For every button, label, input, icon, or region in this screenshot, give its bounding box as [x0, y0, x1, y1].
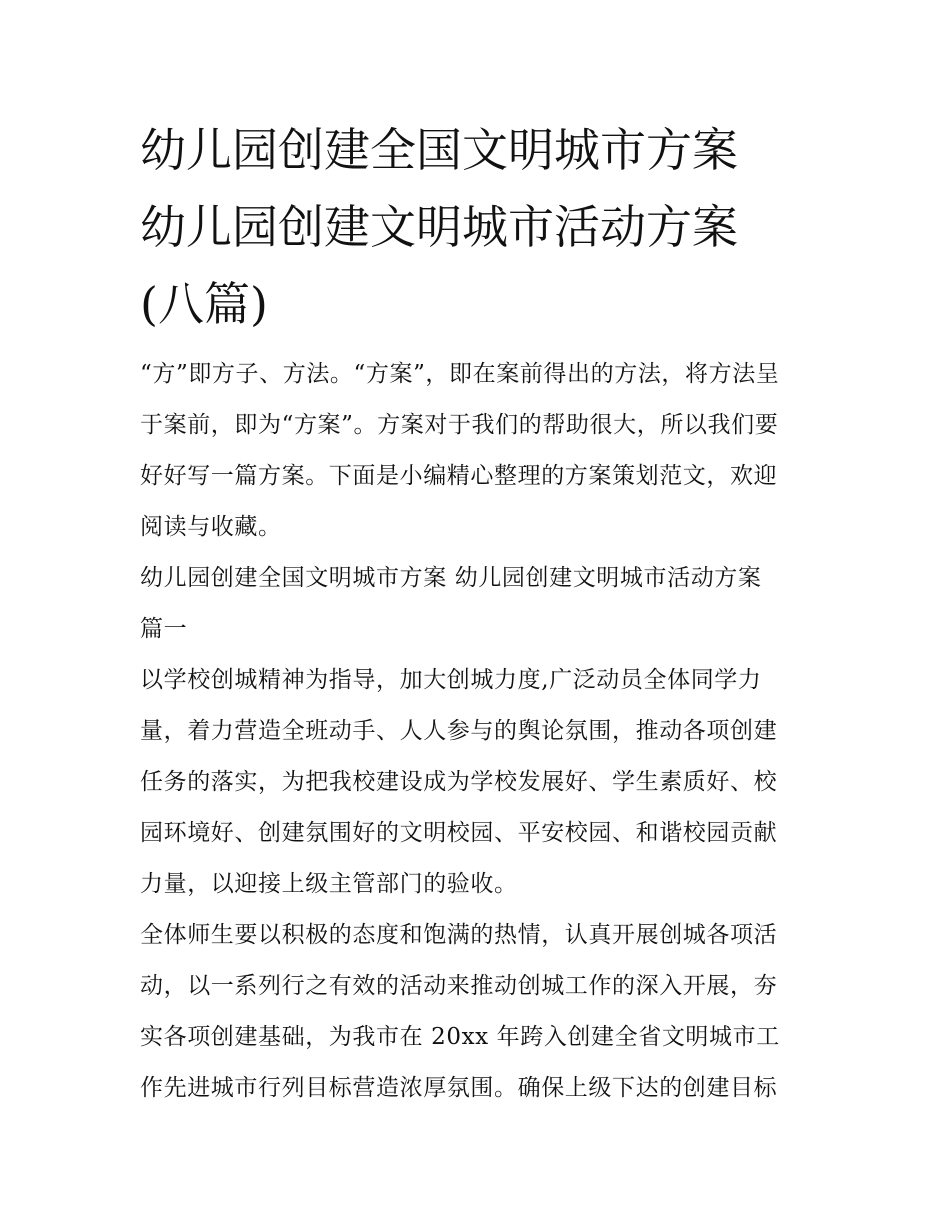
- text-line: 动，以一系列行之有效的活动来推动创城工作的深入开展，夯: [140, 973, 778, 999]
- text-line: 阅读与收藏。: [140, 514, 282, 540]
- text-line: 园环境好、创建氛围好的文明校园、平安校园、和谐校园贡献: [140, 820, 778, 846]
- text-line: 力量，以迎接上级主管部门的验收。: [140, 871, 518, 897]
- text-line: 以学校创城精神为指导，加大创城力度,广泛动员全体同学力: [140, 667, 762, 693]
- intro-paragraph: [140, 349, 820, 553]
- text-line: 任务的落实，为把我校建设成为学校发展好、学生素质好、校: [140, 769, 778, 795]
- text-line: 好好写一篇方案。下面是小编精心整理的方案策划范文，欢迎: [140, 463, 778, 489]
- text-line: 量，着力营造全班动手、人人参与的舆论氛围，推动各项创建: [140, 718, 778, 744]
- text-line: 幼儿园创建全国文明城市方案 幼儿园创建文明城市活动方案: [140, 565, 762, 591]
- title-line: 幼儿园创建文明城市活动方案: [140, 200, 738, 254]
- document-title: [140, 112, 820, 343]
- text-line: 于案前，即为“方案”。方案对于我们的帮助很大，所以我们要: [140, 412, 779, 438]
- text-line: 实各项创建基础，为我市在 20xx 年跨入创建全省文明城市工: [140, 1024, 780, 1050]
- text-line: 篇一: [140, 616, 188, 642]
- title-line: (八篇): [140, 277, 268, 331]
- text-line: “方”即方子、方法。“方案”，即在案前得出的方法，将方法呈: [140, 361, 780, 387]
- text-line: 全体师生要以积极的态度和饱满的热情，认真开展创城各项活: [140, 922, 778, 948]
- document-page: [140, 112, 820, 1114]
- text-line: 作先进城市行列目标营造浓厚氛围。确保上级下达的创建目标: [140, 1075, 778, 1101]
- body-paragraph: [140, 655, 820, 910]
- section-heading: [140, 553, 820, 655]
- title-line: 幼儿园创建全国文明城市方案: [140, 123, 738, 177]
- body-paragraph: [140, 910, 820, 1114]
